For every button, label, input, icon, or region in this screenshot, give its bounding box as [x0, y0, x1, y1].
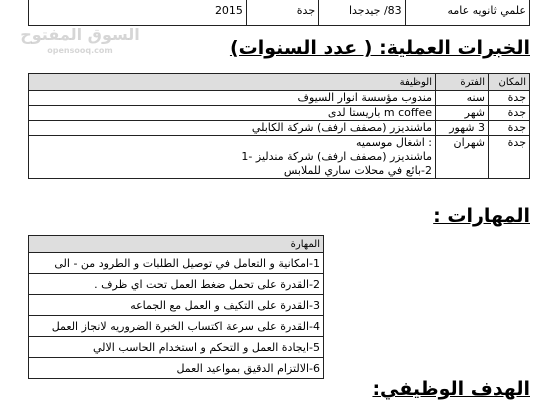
- skill-row: [29, 274, 324, 295]
- experience-header-place: المكان: [489, 74, 530, 91]
- experience-header-row: [29, 74, 530, 91]
- skill-item: 4-القدرة على سرعة اكتساب الخبرة الضروريه لانجاز العمل: [29, 316, 324, 337]
- experience-job-multiline: [29, 136, 436, 179]
- experience-table: [28, 73, 530, 179]
- experience-job: m coffee باريستا لدى: [29, 106, 436, 121]
- experience-period: شهر: [436, 106, 489, 121]
- experience-period: سنه: [436, 91, 489, 106]
- experience-header-job: الوظيفة: [29, 74, 436, 91]
- experience-job: ماشنديزر (مصفف ارفف) شركة الكابلي: [29, 121, 436, 136]
- education-table: [28, 0, 530, 26]
- skill-row: [29, 316, 324, 337]
- education-place: جدة: [246, 0, 318, 26]
- experience-place: جدة: [489, 136, 530, 179]
- experience-row: [29, 121, 530, 136]
- experience-row: [29, 106, 530, 121]
- goal-heading: الهدف الوظيفي:: [372, 378, 530, 400]
- education-grade: 83/ جيدجدا: [319, 0, 406, 26]
- skills-heading: المهارات :: [433, 205, 530, 227]
- experience-place: جدة: [489, 121, 530, 136]
- skill-item: 3-القدرة على التكيف و العمل مع الجماعه: [29, 295, 324, 316]
- experience-period: شهران: [436, 136, 489, 179]
- education-qualification: علمي ثانويه عامه: [405, 0, 529, 26]
- skills-table: [28, 235, 324, 379]
- skill-item: 6-الالتزام الدقيق بمواعيد العمل: [29, 358, 324, 379]
- skill-item: 2-القدرة على تحمل ضغط العمل تحت اي ظرف .: [29, 274, 324, 295]
- watermark-site: opensooq.com: [47, 46, 113, 55]
- experience-job-line: 2-بائع في محلات ساري للملابس: [283, 164, 432, 177]
- experience-place: جدة: [489, 91, 530, 106]
- experience-row: [29, 136, 530, 179]
- experience-place: جدة: [489, 106, 530, 121]
- education-row: [29, 0, 530, 26]
- experience-header-period: الفترة: [436, 74, 489, 91]
- skill-row: [29, 358, 324, 379]
- skills-header: المهارة: [29, 236, 324, 253]
- skill-row: [29, 253, 324, 274]
- experience-job-line: : اشغال موسميه: [356, 136, 432, 149]
- watermark-brand: السوق المفتوح: [20, 25, 140, 44]
- experience-period: 3 شهور: [436, 121, 489, 136]
- skill-item: 1-امكانية و التعامل في توصيل الطلبات و الطرود من - الى: [29, 253, 324, 274]
- skill-row: [29, 295, 324, 316]
- experience-row: [29, 91, 530, 106]
- experience-job: مندوب مؤسسة انوار السيوف: [29, 91, 436, 106]
- skill-row: [29, 337, 324, 358]
- experience-job-line: ماشنديزر (مصفف ارفف) شركة مندليز -1: [241, 150, 432, 163]
- skills-header-row: [29, 236, 324, 253]
- skill-item: 5-ايجادة العمل و التحكم و استخدام الحاسب الالي: [29, 337, 324, 358]
- education-year: 2015: [29, 0, 247, 26]
- experience-heading: الخبرات العملية: ( عدد السنوات): [229, 37, 530, 59]
